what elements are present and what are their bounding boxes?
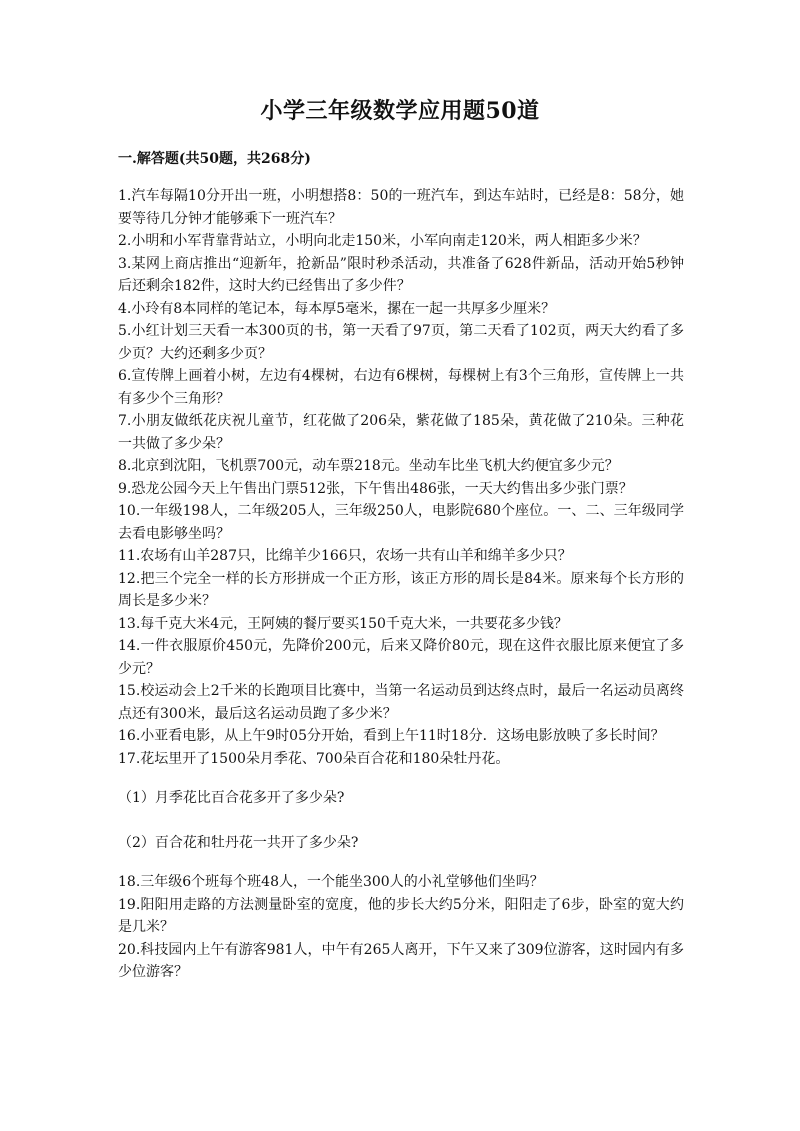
question-item: 8.北京到沈阳，飞机票700元，动车票218元。坐动车比坐飞机大约便宜多少元？ (118, 458, 619, 474)
question-item: 19.阳阳用走路的方法测量卧室的宽度，他的步长大约5分米，阳阳走了6步，卧室的宽大约是几米？ (118, 896, 684, 935)
question-item: 13.每千克大米4元，王阿姨的餐厅要买150千克大米，一共要花多少钱？ (118, 615, 568, 632)
question-item: 12.把三个完全一样的长方形拼成一个正方形，该正方形的周长是84米。原来每个长方形的周长是多少米？ (118, 570, 684, 609)
sub-question-2: （2）百合花和牡丹花一共开了多少朵? (118, 834, 359, 851)
question-item: 10.一年级198人，二年级205人，三年级250人，电影院680个座位。一、二、三年级同学去看电影够坐吗？ (118, 503, 684, 542)
question-item: 7.小朋友做纸花庆祝儿童节，红花做了206朵，紫花做了185朵，黄花做了210朵。三种花一共做了多少朵？ (118, 413, 684, 452)
question-item: 11.农场有山羊287只，比绵羊少166只，农场一共有山羊和绵羊多少只？ (118, 548, 572, 564)
question-item: 17.花坛里开了1500朵月季花、700朵百合花和180朵牡丹花。 (118, 750, 510, 767)
question-item: 6.宣传牌上画着小树，左边有4棵树，右边有6棵树，每棵树上有3个三角形，宣传牌上一共有多少个三角形？ (118, 368, 684, 407)
page-title: 小学三年级数学应用题50道 (260, 98, 540, 124)
question-item: 20.科技园内上午有游客981人，中午有265人离开，下午又来了309位游客，这时园内有多少位游客？ (118, 941, 684, 980)
question-item: 18.三年级6个班每个班48人，一个能坐300人的小礼堂够他们坐吗？ (118, 874, 544, 890)
question-item: 15.校运动会上2千米的长跑项目比赛中，当第一名运动员到达终点时，最后一名运动员离终点还有300米，最后这名运动员跑了多少米？ (118, 683, 684, 722)
question-item: 14.一件衣服原价450元，先降价200元，后来又降价80元，现在这件衣服比原来便宜了多少元？ (118, 638, 684, 677)
question-item: 9.恐龙公园今天上午售出门票512张，下午售出486张，一天大约售出多少张门票？ (118, 480, 633, 497)
section-header: 一.解答题(共50题，共268分) (118, 151, 311, 167)
question-item: 16.小亚看电影，从上午9时05分开始，看到上午11时18分．这场电影放映了多长时间？ (118, 728, 665, 744)
question-item: 3.某网上商店推出“迎新年，抢新品”限时秒杀活动，共准备了628件新品，活动开始5秒钟后还剩余182件，这时大约已经售出了多少件？ (118, 255, 684, 294)
question-item: 2.小明和小军背靠背站立，小明向北走150米，小军向南走120米，两人相距多少米？ (118, 233, 647, 249)
question-item: 4.小玲有8本同样的笔记本，每本厚5毫米，摞在一起一共厚多少厘米？ (118, 300, 556, 317)
question-list (118, 185, 684, 984)
sub-question-1: （1）月季花比百合花多开了多少朵? (118, 790, 345, 806)
question-item: 1.汽车每隔10分开出一班，小明想搭8：50的一班汽车，到达车站时，已经是8：58分，她要等待几分钟才能够乘下一班汽车？ (118, 188, 684, 227)
question-item: 5.小红计划三天看一本300页的书，第一天看了97页，第二天看了102页，两天大约看了多少页？大约还剩多少页？ (118, 323, 684, 362)
question-list-continued (118, 871, 684, 984)
